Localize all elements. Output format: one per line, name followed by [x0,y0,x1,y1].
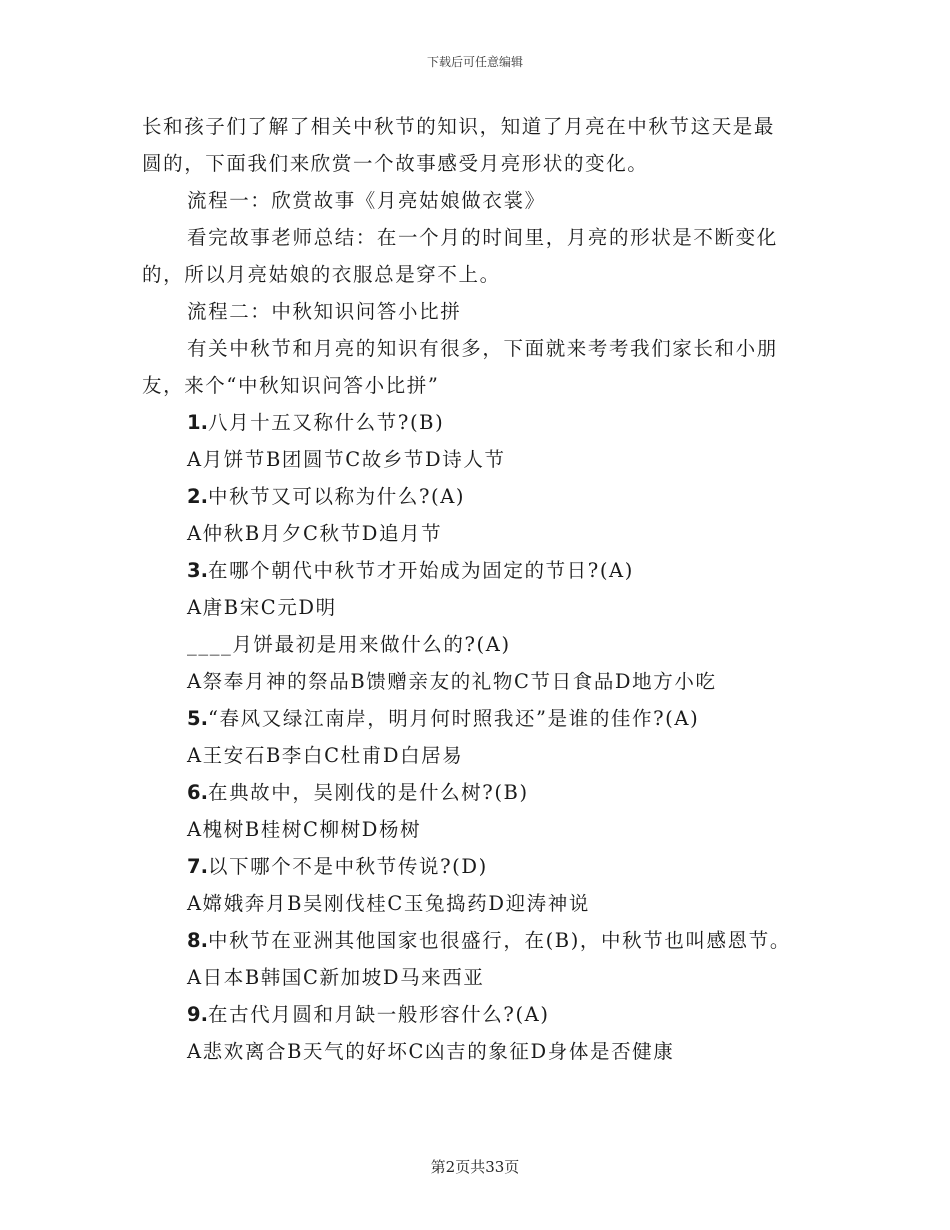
paragraph-line: 有关中秋节和月亮的知识有很多，下面就来考考我们家长和小朋 [187,337,778,360]
answer-options: A日本B韩国C新加坡D马来西亚 [187,966,485,989]
question-text: 月饼最初是用来做什么的?(A) [232,633,511,656]
answer-options: A嫦娥奔月B吴刚伐桂C玉兔捣药D迎涛神说 [187,892,590,915]
question-text: 以下哪个不是中秋节传说?(D) [207,855,488,878]
question-number: 1. [187,411,208,434]
question-line [142,404,812,441]
question-text: 在古代月圆和月缺一般形容什么?(A) [207,1003,550,1026]
question-text: 在典故中，吴刚伐的是什么树?(B) [207,781,529,804]
question-line [142,774,812,811]
question-number: 3. [187,559,208,582]
question-line [142,626,812,663]
page-footer: 第2页共33页 [430,1158,520,1176]
section-heading: 流程一：欣赏故事《月亮姑娘做衣裳》 [187,189,546,212]
question-line [142,478,812,515]
question-number: 9. [187,1003,208,1026]
question-number: 8. [187,929,208,952]
question-line [142,700,812,737]
question-number: 5. [187,707,208,730]
question-line [142,848,812,885]
question-text: 八月十五又称什么节?(B) [207,411,445,434]
answer-options: A唐B宋C元D明 [187,596,337,619]
answer-options: A槐树B桂树C柳树D杨树 [187,818,422,841]
section-heading: 流程二：中秋知识问答小比拼 [187,300,462,323]
answer-options: A祭奉月神的祭品B馈赠亲友的礼物C节日食品D地方小吃 [187,670,717,693]
question-line [142,922,812,959]
paragraph-line: 看完故事老师总结：在一个月的时间里，月亮的形状是不断变化 [187,226,778,249]
paragraph-line: 友，来个“中秋知识问答小比拼” [142,374,440,397]
question-number: 7. [187,855,208,878]
page-header: 下载后可任意编辑 [426,55,523,69]
question-line [142,996,812,1033]
paragraph-line: 的，所以月亮姑娘的衣服总是穿不上。 [142,263,501,286]
question-text: 在哪个朝代中秋节才开始成为固定的节日?(A) [207,559,634,582]
answer-options: A仲秋B月夕C秋节D追月节 [187,522,443,545]
paragraph-line: 长和孩子们了解了相关中秋节的知识，知道了月亮在中秋节这天是最 [142,115,776,138]
question-line [142,552,812,589]
question-number: 2. [187,485,208,508]
answer-options: A王安石B李白C杜甫D白居易 [187,744,464,767]
answer-options: A月饼节B团圆节C故乡节D诗人节 [187,448,506,471]
question-number: 6. [187,781,208,804]
question-blank: ____ [187,633,233,656]
document-body [142,108,812,1070]
question-text: 中秋节在亚洲其他国家也很盛行，在(B)，中秋节也叫感恩节。 [207,929,791,952]
answer-options: A悲欢离合B天气的好坏C凶吉的象征D身体是否健康 [187,1040,675,1063]
question-text: 中秋节又可以称为什么?(A) [207,485,466,508]
paragraph-line: 圆的，下面我们来欣赏一个故事感受月亮形状的变化。 [142,152,649,175]
question-text: “春风又绿江南岸，明月何时照我还”是谁的佳作?(A) [207,707,700,730]
